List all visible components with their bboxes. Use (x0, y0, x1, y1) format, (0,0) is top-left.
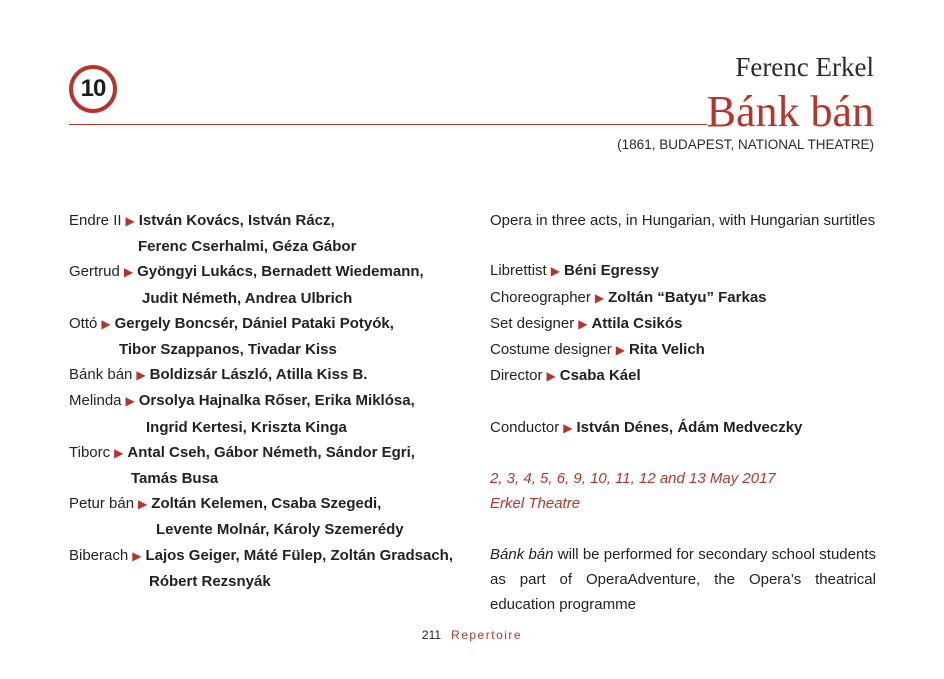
singer-names: Antal Cseh, Gábor Németh, Sándor Egri, (127, 443, 415, 461)
performance-venue: Erkel Theatre (490, 495, 581, 513)
education-note-title: Bánk bán (490, 545, 554, 563)
creative-label: Director (490, 367, 543, 385)
role-name: Tiborc (69, 443, 111, 461)
arrow-right-icon: ▶ (125, 214, 135, 228)
singer-names-continued: Tibor Szappanos, Tivadar Kiss (119, 341, 337, 359)
arrow-right-icon: ▶ (101, 316, 111, 331)
arrow-right-icon: ▶ (125, 394, 135, 409)
page-number: 211 (421, 628, 442, 642)
role-name: Endre II (69, 212, 122, 229)
cast-entry (69, 440, 469, 491)
arrow-right-icon: ▶ (563, 420, 573, 435)
education-note (490, 542, 876, 618)
creative-entry (490, 285, 876, 311)
arrow-right-icon: ▶ (114, 445, 124, 460)
creative-value: Zoltán “Batyu” Farkas (608, 288, 767, 306)
arrow-right-icon: ▶ (138, 497, 148, 512)
singer-names: Orsolya Hajnalka Rőser, Erika Miklósa, (138, 392, 415, 410)
conductor-names: István Dénes, Ádám Medveczky (576, 418, 803, 436)
performance-dates: 2, 3, 4, 5, 6, 9, 10, 11, 12 and 13 May 2017 (490, 469, 776, 487)
page-footer (0, 628, 944, 642)
arrow-right-icon: ▶ (132, 548, 142, 563)
conductor-label: Conductor (490, 418, 560, 436)
cast-entry (69, 543, 469, 594)
creative-label: Choreographer (490, 288, 591, 306)
production-number-badge (69, 65, 117, 113)
singer-names-continued: Levente Molnár, Károly Szemerédy (156, 521, 404, 539)
role-name: Bánk bán (69, 366, 133, 384)
arrow-right-icon: ▶ (594, 290, 605, 305)
cast-entry (69, 491, 469, 542)
singer-names-continued: Ferenc Cserhalmi, Géza Gábor (138, 238, 357, 256)
opera-description: Opera in three acts, in Hungarian, with Hungarian surtitles (490, 212, 876, 229)
role-name: Biberach (69, 546, 129, 564)
premiere-info: (1861, BUDAPEST, NATIONAL THEATRE) (617, 137, 874, 152)
arrow-right-icon: ▶ (550, 264, 560, 279)
spacer (490, 389, 876, 414)
arrow-right-icon: ▶ (615, 343, 625, 357)
opera-title: Bánk bán (706, 87, 874, 136)
singer-names-continued: Ingrid Kertesi, Kriszta Kinga (146, 418, 347, 436)
arrow-right-icon: ▶ (578, 316, 588, 331)
cast-entry (69, 208, 469, 259)
education-note-text: will be performed for secondary school students as part of OperaAdventure, the Opera’s theatrical education programme (490, 545, 876, 613)
spacer (490, 516, 876, 541)
creative-value: Rita Velich (628, 341, 705, 358)
composer-name: Ferenc Erkel (735, 52, 874, 82)
creative-entry (490, 363, 876, 389)
creative-value: Attila Csikós (591, 314, 683, 332)
production-number: 10 (80, 75, 106, 102)
cast-entry (69, 259, 469, 310)
role-name: Melinda (69, 392, 122, 410)
singer-names-continued: Judit Németh, Andrea Ulbrich (142, 289, 353, 307)
spacer (490, 441, 876, 466)
arrow-right-icon: ▶ (123, 265, 134, 280)
header-divider (69, 124, 707, 125)
production-info (490, 208, 876, 617)
creative-entry (490, 258, 876, 284)
arrow-right-icon: ▶ (136, 368, 146, 383)
singer-names: Gyöngyi Lukács, Bernadett Wiedemann, (137, 263, 424, 281)
spacer (490, 233, 876, 258)
singer-names-continued: Tamás Busa (131, 470, 219, 488)
creative-label: Costume designer (490, 341, 612, 358)
cast-entry (69, 311, 469, 362)
singer-names: Boldizsár László, Atilla Kiss B. (149, 366, 368, 384)
singer-names-continued: Róbert Rezsnyák (149, 572, 271, 590)
arrow-right-icon: ▶ (546, 369, 556, 384)
creative-value: Béni Egressy (563, 262, 659, 280)
singer-names: Lajos Geiger, Máté Fülep, Zoltán Gradsach, (145, 546, 454, 564)
cast-list (69, 208, 469, 594)
creative-entry (490, 311, 876, 337)
creative-value: Csaba Káel (559, 367, 641, 385)
singer-names: Gergely Boncsér, Dániel Pataki Potyók, (114, 314, 394, 332)
conductor-entry (490, 415, 876, 441)
cast-entry (69, 388, 469, 439)
role-name: Ottó (69, 314, 98, 332)
cast-entry (69, 362, 469, 388)
singer-names: Zoltán Kelemen, Csaba Szegedi, (151, 495, 382, 513)
singer-names: István Kovács, István Rácz, (138, 212, 335, 229)
creative-label: Set designer (490, 314, 575, 332)
creative-label: Librettist (490, 262, 547, 280)
role-name: Gertrud (69, 263, 120, 281)
role-name: Petur bán (69, 495, 135, 513)
section-name: Repertoire (451, 628, 523, 642)
creative-entry (490, 337, 876, 363)
